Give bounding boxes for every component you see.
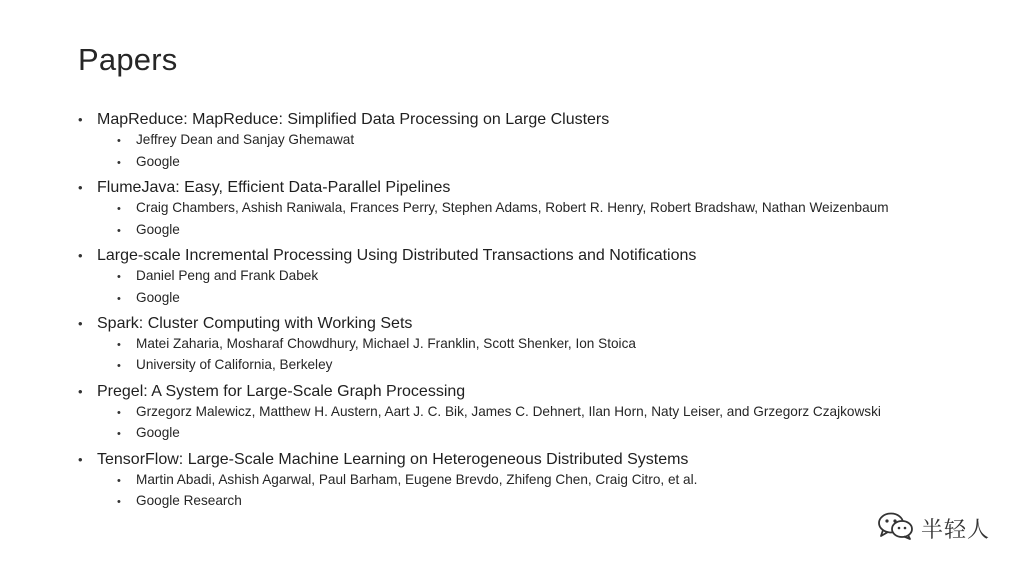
sub-bullet-icon: • — [117, 496, 121, 509]
sub-bullet-icon: • — [117, 338, 121, 351]
detail-text: Craig Chambers, Ashish Raniwala, Frances Perry, Stephen Adams, Robert R. Henry, Robert Bradshaw, Nathan Weizenbaum — [136, 199, 889, 215]
sub-bullet-icon: • — [117, 474, 121, 487]
paper-title: Large-scale Incremental Processing Using Distributed Transactions and Notifications — [97, 246, 697, 264]
detail-text: Google — [136, 221, 180, 237]
detail-text: Google — [136, 289, 180, 305]
bullet-icon: • — [78, 451, 83, 467]
paper-authors — [117, 198, 1008, 220]
detail-text: Martin Abadi, Ashish Agarwal, Paul Barham, Eugene Brevdo, Zhifeng Chen, Craig Citro, et al. — [136, 471, 698, 487]
paper-title: Spark: Cluster Computing with Working Sets — [97, 314, 413, 332]
detail-text: Jeffrey Dean and Sanjay Ghemawat — [136, 132, 355, 147]
sub-bullet-icon: • — [117, 428, 121, 441]
sub-bullet-icon: • — [117, 292, 121, 305]
bullet-icon: • — [78, 315, 83, 331]
paper-title-row — [78, 313, 1008, 334]
bullet-icon: • — [78, 383, 83, 399]
slide-title: Papers — [78, 42, 178, 77]
detail-text: Google Research — [136, 493, 242, 509]
bullet-icon: • — [78, 247, 83, 263]
paper-affiliation — [117, 423, 1008, 445]
sub-bullet-icon: • — [117, 270, 121, 283]
paper-authors — [117, 266, 1008, 288]
paper-title-row — [78, 177, 1008, 198]
paper-title-row — [78, 381, 1008, 402]
paper-title: Pregel: A System for Large-Scale Graph Processing — [97, 382, 466, 400]
detail-text: University of California, Berkeley — [136, 357, 333, 373]
paper-affiliation — [117, 491, 1008, 513]
paper-details — [78, 130, 1008, 173]
paper-authors — [117, 402, 1008, 424]
sub-bullet-icon: • — [117, 202, 121, 215]
paper-authors — [117, 470, 1008, 492]
paper-affiliation — [117, 220, 1008, 242]
papers-list — [78, 109, 1008, 516]
paper-affiliation — [117, 152, 1008, 174]
sub-bullet-icon: • — [117, 360, 121, 373]
detail-text: Google — [136, 425, 180, 441]
paper-title-row — [78, 245, 1008, 266]
watermark-text: 半轻人 — [920, 517, 990, 542]
bullet-icon: • — [78, 112, 83, 127]
detail-text: Grzegorz Malewicz, Matthew H. Austern, Aart J. C. Bik, James C. Dehnert, Ilan Horn, Naty Leiser, and Grzegorz Czajkowski — [136, 403, 881, 419]
paper-item — [78, 177, 1008, 241]
paper-details — [78, 266, 1008, 309]
paper-title: FlumeJava: Easy, Efficient Data-Parallel Pipelines — [97, 178, 451, 196]
paper-details — [78, 198, 1008, 241]
paper-item — [78, 381, 1008, 445]
paper-authors — [117, 334, 1008, 356]
paper-title-row — [78, 109, 1008, 130]
paper-item — [78, 109, 1008, 173]
paper-authors — [117, 130, 1008, 152]
detail-text: Daniel Peng and Frank Dabek — [136, 267, 319, 283]
paper-details — [78, 402, 1008, 445]
detail-text: Matei Zaharia, Mosharaf Chowdhury, Michael J. Franklin, Scott Shenker, Ion Stoica — [136, 335, 636, 351]
detail-text: Google — [136, 153, 180, 169]
bullet-icon: • — [78, 179, 83, 195]
sub-bullet-icon: • — [117, 135, 121, 147]
paper-item — [78, 449, 1008, 513]
sub-bullet-icon: • — [117, 156, 121, 169]
paper-affiliation — [117, 355, 1008, 377]
paper-item — [78, 313, 1008, 377]
paper-title: TensorFlow: Large-Scale Machine Learning on Heterogeneous Distributed Systems — [97, 450, 689, 468]
paper-title: MapReduce: MapReduce: Simplified Data Processing on Large Clusters — [97, 111, 610, 128]
watermark — [877, 511, 990, 546]
paper-item — [78, 245, 1008, 309]
paper-details — [78, 334, 1008, 377]
sub-bullet-icon: • — [117, 406, 121, 419]
sub-bullet-icon: • — [117, 224, 121, 237]
paper-affiliation — [117, 288, 1008, 310]
paper-details — [78, 470, 1008, 513]
wechat-logo-icon — [877, 511, 915, 546]
paper-title-row — [78, 449, 1008, 470]
